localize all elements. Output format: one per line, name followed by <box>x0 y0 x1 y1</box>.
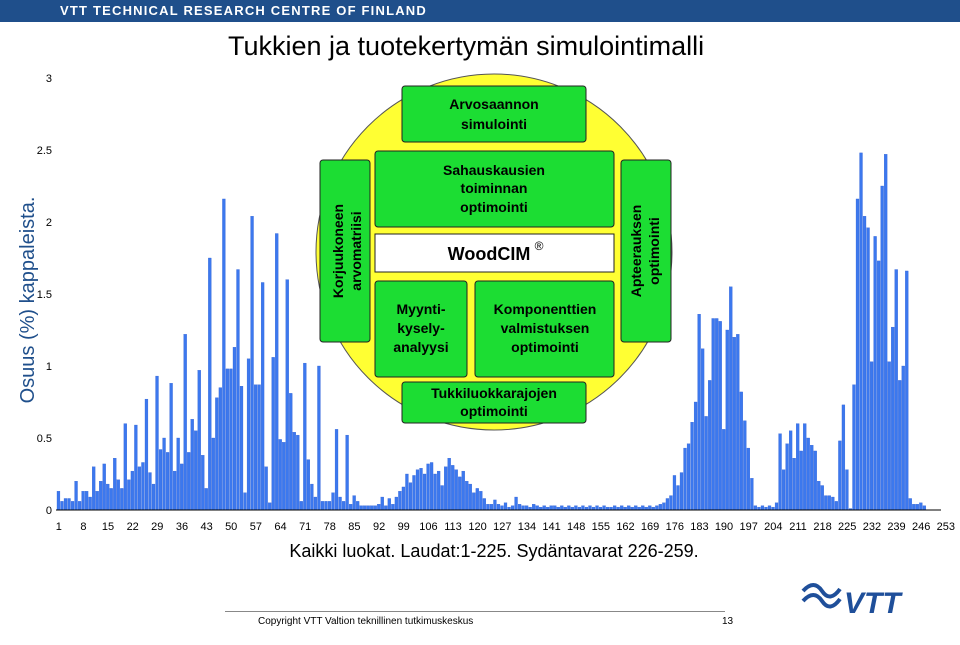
bar <box>117 480 120 510</box>
x-tick-label: 183 <box>690 521 709 533</box>
bar <box>300 501 303 510</box>
bar <box>222 199 225 510</box>
bar <box>691 422 694 510</box>
bar <box>201 455 204 510</box>
bar <box>712 318 715 510</box>
bar <box>57 491 60 510</box>
bar <box>662 503 665 510</box>
bar <box>99 481 102 510</box>
x-tick-label: 43 <box>200 521 213 533</box>
bar <box>835 501 838 510</box>
box-top <box>402 86 586 142</box>
bar <box>92 467 95 510</box>
bar <box>120 488 123 510</box>
bar <box>923 506 926 510</box>
bar <box>842 405 845 510</box>
bar <box>687 444 690 510</box>
bar <box>317 366 320 510</box>
box-upper-line2: toiminnan <box>460 180 528 196</box>
bar <box>173 471 176 510</box>
x-axis-label: Kaikki luokat. Laudat:1-225. Sydäntavarat 226-259. <box>289 541 699 561</box>
bar <box>677 486 680 510</box>
bar <box>694 402 697 510</box>
bar <box>78 501 81 510</box>
bar <box>747 448 750 510</box>
organization-name: VTT TECHNICAL RESEARCH CENTRE OF FINLAND <box>60 3 427 18</box>
box-right-line1: Apteerauksen <box>628 204 644 298</box>
bar <box>229 369 232 510</box>
bar <box>437 471 440 510</box>
bar <box>212 438 215 510</box>
bar <box>888 362 891 510</box>
bar <box>659 504 662 510</box>
bar <box>613 506 616 510</box>
x-tick-label: 253 <box>936 521 955 533</box>
bar <box>275 234 278 510</box>
bar <box>497 504 500 510</box>
bar <box>870 362 873 510</box>
bar <box>244 493 247 510</box>
bar <box>282 442 285 510</box>
box-lower-left-line1: Myynti- <box>396 301 446 317</box>
bar <box>525 506 528 510</box>
bar <box>838 441 841 510</box>
y-axis-label: Osuus (%) kappaleista. <box>17 196 39 404</box>
bar <box>603 506 606 510</box>
bar <box>673 475 676 510</box>
bar <box>867 228 870 510</box>
box-lower-right-line3: optimointi <box>511 339 579 355</box>
bar <box>465 481 468 510</box>
bar <box>289 393 292 510</box>
bar <box>367 506 370 510</box>
bar <box>85 491 88 510</box>
x-tick-label: 127 <box>493 521 512 533</box>
bar <box>237 270 240 510</box>
bar <box>388 498 391 510</box>
bar <box>803 424 806 510</box>
bar <box>655 506 658 510</box>
bar <box>455 470 458 510</box>
x-tick-label: 162 <box>616 521 635 533</box>
page-number: 13 <box>722 616 734 627</box>
x-tick-label: 106 <box>419 521 438 533</box>
logo-text: VTT <box>844 587 901 619</box>
x-tick-label: 8 <box>80 521 87 533</box>
bar <box>391 504 394 510</box>
box-lower-right-line1: Komponenttien <box>493 301 597 317</box>
bar <box>405 474 408 510</box>
vtt-logo-icon <box>800 577 915 619</box>
bar <box>261 282 264 510</box>
bar <box>786 444 789 510</box>
bar <box>420 468 423 510</box>
bar <box>754 506 757 510</box>
bar <box>286 280 289 510</box>
x-tick-label: 169 <box>640 521 660 533</box>
bar <box>416 470 419 510</box>
bar <box>761 506 764 510</box>
bar <box>807 438 810 510</box>
bar <box>377 504 380 510</box>
bar <box>349 504 352 510</box>
bar <box>61 501 64 510</box>
bar <box>434 474 437 510</box>
bar <box>303 363 306 510</box>
bar <box>916 504 919 510</box>
bar <box>134 425 137 510</box>
x-tick-label: 22 <box>126 521 139 533</box>
bar <box>853 385 856 510</box>
woodcim-label: WoodCIM <box>447 244 531 264</box>
bar <box>895 270 898 510</box>
bar <box>845 470 848 510</box>
bar <box>490 504 493 510</box>
bar <box>515 497 518 510</box>
bar <box>265 467 268 510</box>
registered-mark: ® <box>534 239 544 253</box>
x-tick-label: 204 <box>764 521 783 533</box>
copyright-text: Copyright VTT Valtion teknillinen tutkimuskeskus <box>258 616 474 627</box>
box-left-line2: arvomatriisi <box>348 211 364 291</box>
bar <box>138 467 141 510</box>
bar <box>715 318 718 510</box>
x-tick-labels <box>56 521 955 533</box>
bar <box>881 186 884 510</box>
box-left-line1: Korjuukoneen <box>330 203 346 299</box>
bar <box>124 424 127 510</box>
bar <box>82 491 85 510</box>
bar <box>828 496 831 510</box>
bar <box>726 330 729 510</box>
x-tick-label: 211 <box>789 521 807 533</box>
bar <box>743 421 746 510</box>
bar <box>793 458 796 510</box>
bar <box>550 506 553 510</box>
bar <box>479 491 482 510</box>
x-tick-label: 134 <box>517 521 537 533</box>
bar <box>518 504 521 510</box>
bar <box>775 503 778 510</box>
bar <box>708 380 711 510</box>
bar <box>504 503 507 510</box>
bar <box>307 460 310 510</box>
bar <box>860 153 863 510</box>
bar <box>293 432 296 510</box>
y-tick-label: 0.5 <box>36 433 52 445</box>
x-tick-label: 113 <box>444 521 462 533</box>
slide-title: Tukkien ja tuotekertymän simulointimalli <box>228 31 705 61</box>
bar <box>254 385 257 510</box>
bar <box>374 506 377 510</box>
bar <box>268 503 271 510</box>
bar <box>701 349 704 510</box>
bar <box>325 501 328 510</box>
bar <box>398 491 401 510</box>
bar <box>740 392 743 510</box>
bar <box>909 498 912 510</box>
bar <box>698 314 701 510</box>
bar <box>170 383 173 510</box>
bar <box>402 487 405 510</box>
bar <box>215 398 218 510</box>
bar <box>451 465 454 510</box>
bar <box>810 445 813 510</box>
bar <box>363 506 366 510</box>
bar <box>486 504 489 510</box>
bar <box>321 501 324 510</box>
bar <box>226 369 229 510</box>
bar <box>310 484 313 510</box>
box-bottom-line1: Tukkiluokkarajojen <box>431 385 557 401</box>
bar <box>581 506 584 510</box>
x-tick-label: 176 <box>665 521 684 533</box>
bar <box>648 506 651 510</box>
bar <box>493 500 496 510</box>
bar <box>905 271 908 510</box>
bar <box>127 480 130 510</box>
x-tick-label: 239 <box>887 521 906 533</box>
bar <box>208 258 211 510</box>
bar <box>884 154 887 510</box>
x-tick-label: 148 <box>567 521 586 533</box>
x-tick-label: 85 <box>348 521 361 533</box>
x-tick-label: 197 <box>739 521 758 533</box>
bar <box>729 287 732 510</box>
box-lower-left-line3: analyysi <box>393 339 449 355</box>
bar <box>736 334 739 510</box>
bar <box>106 484 109 510</box>
bar <box>413 475 416 510</box>
bar <box>553 506 556 510</box>
bar <box>166 452 169 510</box>
bar <box>247 359 250 510</box>
bar <box>684 448 687 510</box>
bar <box>472 493 475 510</box>
x-tick-label: 1 <box>55 521 62 533</box>
bar <box>64 498 67 510</box>
x-tick-label: 15 <box>101 521 115 533</box>
bar <box>620 506 623 510</box>
bar <box>768 506 771 510</box>
bar <box>113 458 116 510</box>
bar <box>789 431 792 510</box>
y-tick-label: 2 <box>45 217 52 229</box>
bar <box>163 438 166 510</box>
bar <box>156 376 159 510</box>
x-tick-label: 232 <box>862 521 882 533</box>
bar <box>430 462 433 510</box>
bar <box>409 483 412 510</box>
bar <box>863 216 866 510</box>
bar <box>733 337 736 510</box>
y-tick-label: 0 <box>45 505 52 517</box>
bar <box>666 498 669 510</box>
bar <box>184 334 187 510</box>
bar <box>814 451 817 510</box>
x-tick-label: 218 <box>813 521 832 533</box>
bar <box>427 464 430 510</box>
bar <box>342 501 345 510</box>
bar <box>272 357 275 510</box>
bar <box>902 366 905 510</box>
x-tick-label: 120 <box>468 521 487 533</box>
box-top-line1: Arvosaannon <box>449 96 539 112</box>
bar <box>131 471 134 510</box>
bar <box>567 506 570 510</box>
bar <box>462 471 465 510</box>
bar <box>722 429 725 510</box>
x-tick-label: 190 <box>714 521 734 533</box>
bar <box>719 321 722 510</box>
bar <box>381 497 384 510</box>
box-lower-right-line2: valmistuksen <box>500 320 590 336</box>
y-tick-label: 3 <box>45 73 52 85</box>
bar <box>800 451 803 510</box>
bar <box>395 497 398 510</box>
bar <box>536 506 539 510</box>
y-tick-label: 1 <box>45 361 52 373</box>
bar <box>370 506 373 510</box>
bar <box>145 399 148 510</box>
bar <box>75 481 78 510</box>
bar <box>522 506 525 510</box>
bar <box>68 498 71 510</box>
y-tick-label: 2.5 <box>36 145 52 157</box>
bar <box>750 478 753 510</box>
bar <box>919 503 922 510</box>
bar <box>141 462 144 510</box>
x-tick-label: 92 <box>372 521 386 533</box>
bar <box>483 498 486 510</box>
bar <box>258 385 261 510</box>
box-bottom-line2: optimointi <box>460 403 528 419</box>
bar <box>96 491 99 510</box>
bar <box>240 386 243 510</box>
bar <box>89 497 92 510</box>
y-tick-label: 1.5 <box>36 289 52 301</box>
bar <box>191 419 194 510</box>
bar <box>874 236 877 510</box>
bar <box>796 424 799 510</box>
bar <box>560 506 563 510</box>
bar <box>817 481 820 510</box>
bar <box>346 435 349 510</box>
woodcim-diagram <box>316 74 672 430</box>
bar <box>194 431 197 510</box>
bar <box>219 388 222 510</box>
bar <box>339 497 342 510</box>
bar <box>532 504 535 510</box>
bar <box>501 506 504 510</box>
bar <box>856 199 859 510</box>
bar <box>149 473 152 510</box>
x-tick-label: 78 <box>323 521 336 533</box>
bar <box>384 506 387 510</box>
x-tick-label: 141 <box>542 521 561 533</box>
bar <box>634 506 637 510</box>
bar <box>198 370 201 510</box>
bar <box>177 438 180 510</box>
bar <box>898 380 901 510</box>
box-top-line2: simulointi <box>460 116 528 132</box>
bar <box>627 506 630 510</box>
bar <box>159 450 162 510</box>
bar <box>233 347 236 510</box>
x-tick-label: 71 <box>299 521 312 533</box>
bar <box>314 497 317 510</box>
box-upper-line1: Sahauskausien <box>443 162 545 178</box>
x-tick-label: 50 <box>225 521 238 533</box>
bar <box>360 506 363 510</box>
bar <box>669 496 672 510</box>
bar <box>448 458 451 510</box>
bar <box>641 506 644 510</box>
bar <box>891 327 894 510</box>
bar <box>71 501 74 510</box>
bar <box>332 493 335 510</box>
bar <box>353 496 356 510</box>
bar <box>705 416 708 510</box>
bar <box>441 486 444 510</box>
box-upper-line3: optimointi <box>460 199 528 215</box>
bar <box>458 477 461 510</box>
bar <box>444 467 447 510</box>
bar <box>912 504 915 510</box>
bar <box>469 484 472 510</box>
bar <box>279 439 282 510</box>
x-tick-label: 225 <box>838 521 857 533</box>
bar <box>543 506 546 510</box>
bar <box>511 506 514 510</box>
box-lower-left-line2: kysely- <box>397 320 445 336</box>
bar <box>589 506 592 510</box>
x-tick-label: 36 <box>175 521 189 533</box>
x-tick-label: 29 <box>151 521 164 533</box>
bar <box>680 473 683 510</box>
bar <box>779 434 782 510</box>
bar <box>152 484 155 510</box>
bar <box>335 429 338 510</box>
bar <box>205 488 208 510</box>
footer-divider <box>225 611 725 612</box>
x-tick-label: 155 <box>591 521 610 533</box>
bar <box>187 452 190 510</box>
bar <box>423 474 426 510</box>
x-tick-label: 99 <box>397 521 410 533</box>
bar <box>251 216 254 510</box>
x-tick-label: 57 <box>249 521 263 533</box>
bar <box>296 435 299 510</box>
bar <box>877 261 880 510</box>
x-tick-label: 246 <box>912 521 931 533</box>
bar <box>180 464 183 510</box>
bar <box>476 488 479 510</box>
bar <box>821 486 824 510</box>
bar <box>328 501 331 510</box>
bar <box>574 506 577 510</box>
bar <box>110 488 113 510</box>
bar <box>356 501 359 510</box>
x-tick-label: 64 <box>274 521 287 533</box>
bar <box>782 470 785 510</box>
box-right-line2: optimointi <box>646 217 662 285</box>
bar <box>103 464 106 510</box>
bar <box>596 506 599 510</box>
bar <box>824 496 827 510</box>
bar <box>831 497 834 510</box>
